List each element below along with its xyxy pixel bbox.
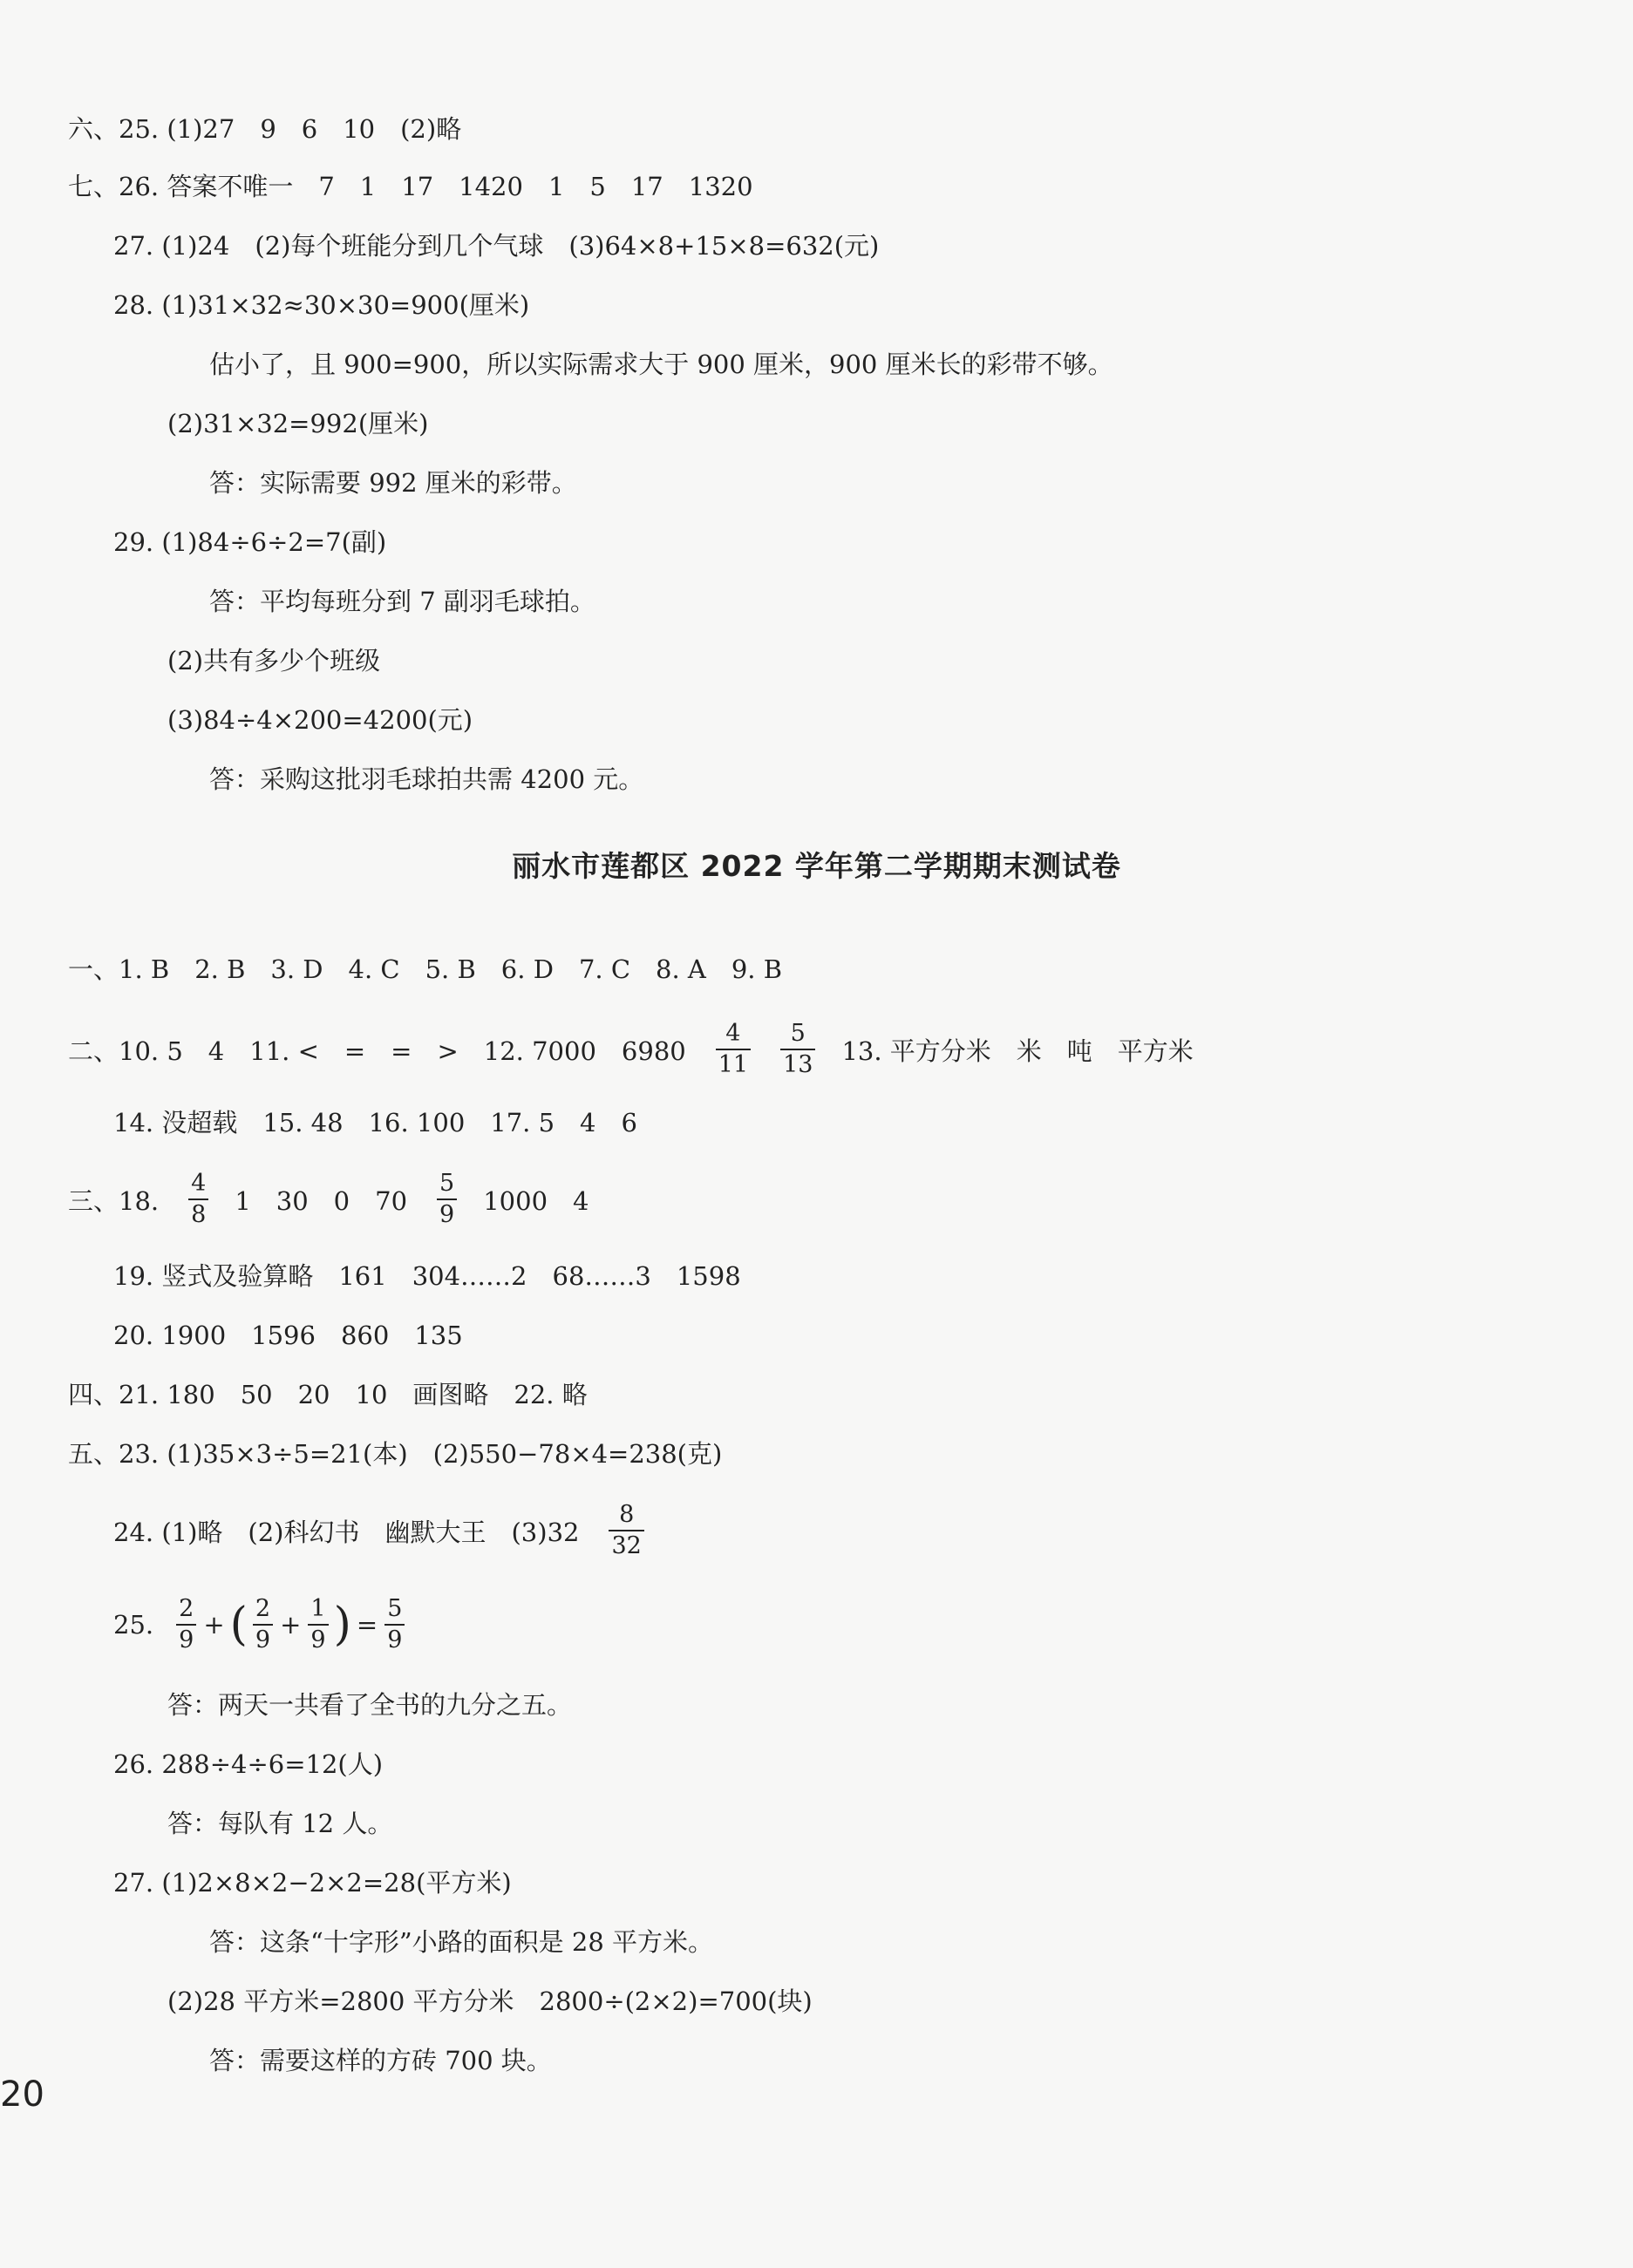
answer-line-20: 20. 1900 1596 860 135 <box>113 1320 463 1350</box>
answer-line-27b: 答：这条“十字形”小路的面积是 28 平方米。 <box>209 1926 713 1957</box>
answer-line-21: 四、21. 180 50 20 10 画图略 22. 略 <box>68 1379 588 1409</box>
answer-line-27d: 答：需要这样的方砖 700 块。 <box>209 2045 552 2075</box>
answer-line-23: 五、23. (1)35×3÷5=21(本) (2)550−78×4=238(克) <box>68 1438 723 1469</box>
answer-line-28d: 答：实际需要 992 厘米的彩带。 <box>209 467 577 498</box>
answer-line-29a: 29. (1)84÷6÷2=7(副) <box>113 526 387 557</box>
fraction: $\frac{2}{9}$ <box>176 1596 196 1653</box>
fraction: $\frac{5}{9}$ <box>384 1596 405 1653</box>
answer-line-28a: 28. (1)31×32≈30×30=900(厘米) <box>113 289 530 320</box>
fraction: $\frac{1}{9}$ <box>308 1596 328 1653</box>
answer-line-26b: 答：每队有 12 人。 <box>167 1808 393 1838</box>
answer-line-19: 19. 竖式及验算略 161 304……2 68……3 1598 <box>113 1260 741 1291</box>
fraction: $\frac{5}{9}$ <box>437 1171 457 1227</box>
fraction: $\frac{5}{13}$ <box>780 1021 815 1077</box>
fraction: $\frac{4}{8}$ <box>188 1171 208 1227</box>
answer-line-18: 三、18. $\frac{4}{8}$ 1 30 0 70 $\frac{5}{9}$ 1000 4 <box>68 1170 589 1228</box>
answer-line-26a: 26. 288÷4÷6=12(人) <box>113 1749 384 1779</box>
answer-line-29d: (3)84÷4×200=4200(元) <box>167 704 473 735</box>
answer-line-28c: (2)31×32=992(厘米) <box>167 408 429 438</box>
answer-line-25-ans: 答：两天一共看了全书的九分之五。 <box>167 1689 573 1720</box>
answer-line-24: 24. (1)略 (2)科幻书 幽默大王 (3)32 $\frac{8}{32}$ <box>113 1496 644 1565</box>
answer-line-27c: (2)28 平方米=2800 平方分米 2800÷(2×2)=700(块) <box>167 1986 813 2016</box>
answer-line-27: 27. (1)24 (2)每个班能分到几个气球 (3)64×8+15×8=632(元) <box>113 230 880 261</box>
answer-line-7: 七、26. 答案不唯一 7 1 17 1420 1 5 17 1320 <box>68 171 753 201</box>
answer-line-25: 25. $\frac{2}{9}$ + ( $\frac{2}{9}$ + $\frac{1}{9}$ ) = $\frac{5}{9}$ <box>113 1586 408 1663</box>
fraction: $\frac{2}{9}$ <box>253 1596 273 1653</box>
fraction: $\frac{8}{32}$ <box>609 1502 643 1558</box>
answer-line-2: 二、10. 5 4 11. < = = > 12. 7000 6980 $\frac{4}{11}$ $\frac{5}{13}$ 13. 平方分米 米 吨 平方米 <box>68 1020 1194 1078</box>
equation: $\frac{2}{9}$ + ( $\frac{2}{9}$ + $\frac{1}{9}$ ) = $\frac{5}{9}$ <box>173 1596 408 1653</box>
answer-line-29e: 答：采购这批羽毛球拍共需 4200 元。 <box>209 764 644 794</box>
section-title: 丽水市莲都区 2022 学年第二学期期末测试卷 <box>512 849 1121 883</box>
answer-line-29b: 答：平均每班分到 7 副羽毛球拍。 <box>209 586 595 616</box>
answer-line-6: 六、25. (1)27 9 6 10 (2)略 <box>68 113 462 144</box>
answer-line-14: 14. 没超载 15. 48 16. 100 17. 5 4 6 <box>113 1107 637 1137</box>
fraction: $\frac{4}{11}$ <box>716 1021 751 1077</box>
page-number: 20 <box>0 2074 44 2115</box>
answer-line-1: 一、1. B 2. B 3. D 4. C 5. B 6. D 7. C 8. A 9. B <box>68 954 783 984</box>
answer-line-27a: 27. (1)2×8×2−2×2=28(平方米) <box>113 1867 512 1898</box>
answer-line-28b: 估小了，且 900=900，所以实际需求大于 900 厘米，900 厘米长的彩带不够。 <box>209 349 1113 379</box>
answer-line-29c: (2)共有多少个班级 <box>167 645 381 676</box>
